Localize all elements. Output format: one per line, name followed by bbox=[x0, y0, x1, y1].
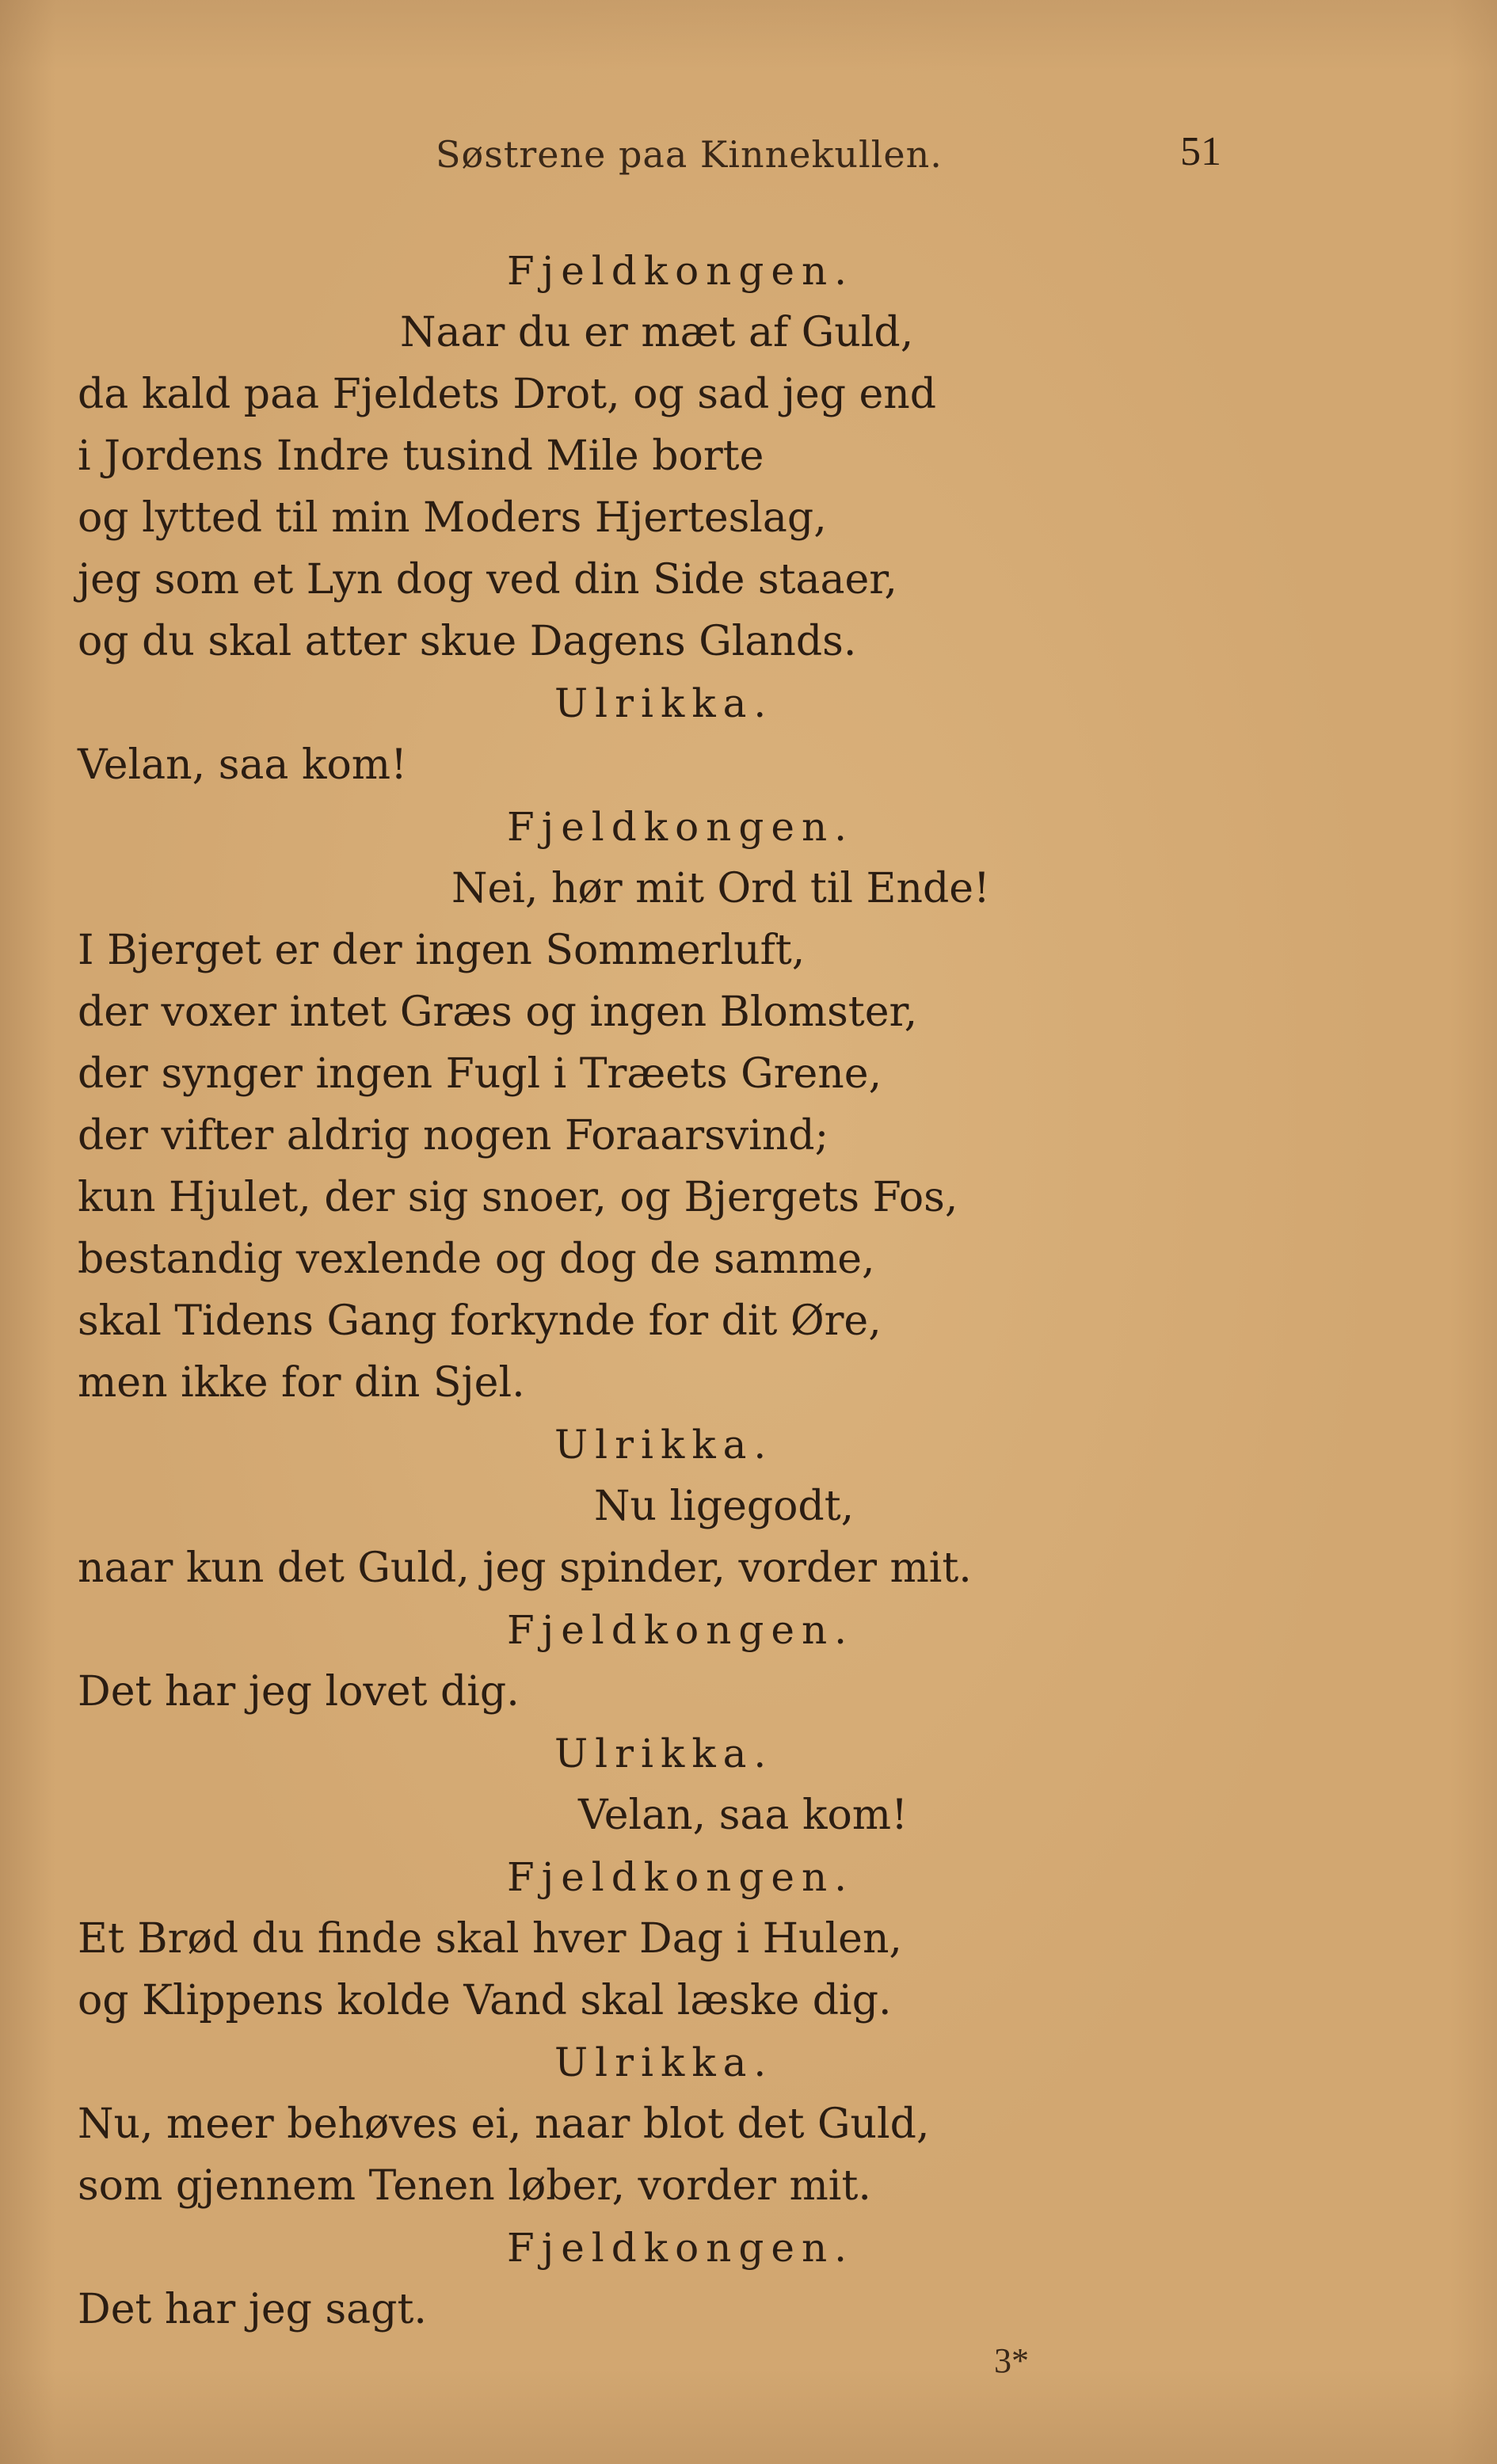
speaker-name: Fjeldkongen. bbox=[507, 804, 855, 850]
speaker-name: Fjeldkongen. bbox=[507, 1854, 855, 1900]
verse-line: jeg som et Lyn dog ved din Side staaer, bbox=[78, 556, 897, 604]
verse-line: kun Hjulet, der sig snoer, og Bjergets Fos, bbox=[78, 1174, 958, 1221]
verse-line: Velan, saa kom! bbox=[578, 1792, 908, 1839]
verse-line: i Jordens Indre tusind Mile borte bbox=[78, 432, 764, 480]
signature-mark: 3* bbox=[994, 2341, 1029, 2380]
page-number: 51 bbox=[1180, 129, 1221, 174]
speaker-name: Fjeldkongen. bbox=[507, 248, 855, 294]
verse-line: og du skal atter skue Dagens Glands. bbox=[78, 618, 857, 665]
verse-line: I Bjerget er der ingen Sommerluft, bbox=[78, 927, 806, 974]
verse-line: bestandig vexlende og dog de samme, bbox=[78, 1236, 875, 1283]
verse-line: der voxer intet Græs og ingen Blomster, bbox=[78, 988, 918, 1036]
verse-line: der synger ingen Fugl i Træets Grene, bbox=[78, 1050, 882, 1098]
verse-line: og lytted til min Moders Hjerteslag, bbox=[78, 494, 827, 542]
verse-line: Velan, saa kom! bbox=[78, 741, 407, 789]
verse-line: og Klippens kolde Vand skal læske dig. bbox=[78, 1977, 892, 2024]
speaker-name: Fjeldkongen. bbox=[507, 1607, 855, 1653]
verse-line: men ikke for din Sjel. bbox=[78, 1359, 525, 1407]
verse-line: da kald paa Fjeldets Drot, og sad jeg end bbox=[78, 371, 937, 418]
verse-line: Det har jeg lovet dig. bbox=[78, 1668, 520, 1716]
speaker-name: Ulrikka. bbox=[554, 680, 774, 726]
verse-line: skal Tidens Gang forkynde for dit Øre, bbox=[78, 1297, 882, 1345]
verse-line: Nu ligegodt, bbox=[594, 1483, 855, 1530]
speaker-name: Ulrikka. bbox=[554, 1731, 774, 1777]
verse-line: Naar du er mæt af Guld, bbox=[400, 309, 914, 356]
speaker-name: Ulrikka. bbox=[554, 1422, 774, 1468]
verse-line: Nei, hør mit Ord til Ende! bbox=[451, 865, 990, 912]
page-header bbox=[0, 129, 1497, 181]
running-title: Søstrene paa Kinnekullen. bbox=[436, 133, 943, 176]
verse-line: Det har jeg sagt. bbox=[78, 2286, 427, 2333]
speaker-name: Fjeldkongen. bbox=[507, 2225, 855, 2271]
verse-line: naar kun det Guld, jeg spinder, vorder mit. bbox=[78, 1544, 972, 1592]
speaker-name: Ulrikka. bbox=[554, 2039, 774, 2085]
verse-line: Et Brød du finde skal hver Dag i Hulen, bbox=[78, 1915, 902, 1963]
verse-line: der vifter aldrig nogen Foraarsvind; bbox=[78, 1112, 829, 1160]
verse-line: som gjennem Tenen løber, vorder mit. bbox=[78, 2162, 871, 2210]
verse-line: Nu, meer behøves ei, naar blot det Guld, bbox=[78, 2100, 930, 2148]
